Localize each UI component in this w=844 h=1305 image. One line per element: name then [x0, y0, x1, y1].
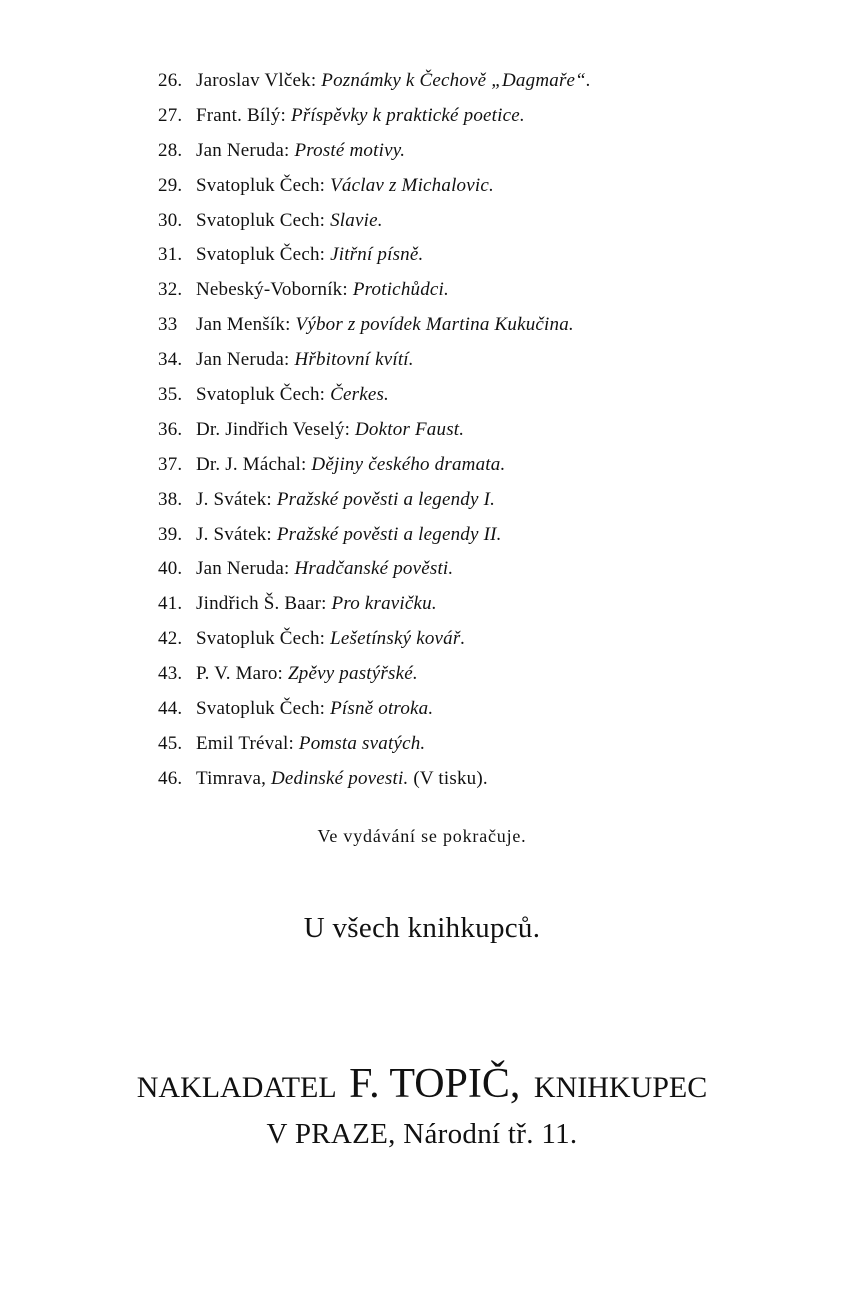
- list-item: [158, 343, 798, 378]
- entry-author: Dr. Jindřich Veselý:: [196, 418, 351, 440]
- list-item: [158, 762, 798, 797]
- entry-number: 28.: [158, 139, 183, 161]
- entry-title: Protichůdci.: [352, 279, 449, 301]
- entry-author: Frant. Bílý:: [196, 104, 287, 126]
- entry-number: 45.: [158, 732, 183, 754]
- list-item: [158, 518, 798, 553]
- entry-author: Svatopluk Čech:: [196, 244, 326, 266]
- entry-number: 26.: [158, 70, 183, 91]
- entry-author: J. Svátek:: [196, 488, 272, 510]
- entry-title: Jitřní písně.: [330, 244, 424, 266]
- publisher-line: [0, 1060, 844, 1108]
- entry-title: Pražské pověsti a legendy I.: [276, 488, 496, 510]
- publisher-address: V PRAZE, Národní tř. 11.: [266, 1118, 578, 1150]
- entry-author: Dr. J. Máchal:: [196, 453, 307, 475]
- entry-author: Jan Neruda:: [196, 558, 290, 580]
- entry-number: 41.: [158, 593, 183, 615]
- list-item: [158, 483, 798, 518]
- sellers-line: U všech knihkupců.: [303, 912, 541, 944]
- list-item: [158, 413, 798, 448]
- list-item: [158, 134, 798, 169]
- entry-author: Svatopluk Čech:: [196, 628, 326, 650]
- list-item: [158, 552, 798, 587]
- list-item: [158, 727, 798, 762]
- entry-title: Dedinské povesti.: [271, 767, 409, 789]
- entry-number: 29.: [158, 174, 183, 196]
- entry-title: Pomsta svatých.: [298, 732, 426, 754]
- list-item: [158, 657, 798, 692]
- entry-author: Svatopluk Čech:: [196, 174, 326, 196]
- entry-author: P. V. Maro:: [196, 663, 284, 685]
- entry-author: Jan Neruda:: [196, 139, 290, 161]
- entry-number: 39.: [158, 523, 183, 545]
- entry-number: 31.: [158, 244, 183, 266]
- list-item: [158, 622, 798, 657]
- list-item: [158, 587, 798, 622]
- publisher-prefix: NAKLADATEL: [136, 1071, 336, 1104]
- entry-title: Pražské pověsti a legendy II.: [276, 523, 502, 545]
- entry-title: Příspěvky k praktické poetice.: [290, 104, 525, 126]
- entry-number: 27.: [158, 104, 183, 126]
- list-item: [158, 378, 798, 413]
- book-list: [158, 64, 798, 797]
- entry-title: Písně otroka.: [330, 698, 434, 720]
- list-item: [158, 169, 798, 204]
- entry-title: Hřbitovní kvítí.: [294, 349, 414, 371]
- list-item: [158, 238, 798, 273]
- list-item: [158, 308, 798, 343]
- entry-title: Hradčanské pověsti.: [294, 558, 454, 580]
- entry-author: Svatopluk Čech:: [196, 698, 326, 720]
- entry-number: 33: [158, 314, 178, 336]
- entry-author: J. Svátek:: [196, 523, 272, 545]
- entry-author: Jindřich Š. Baar:: [196, 593, 327, 615]
- entry-number: 37.: [158, 453, 183, 475]
- entry-author: Jan Neruda:: [196, 349, 290, 371]
- entry-number: 44.: [158, 698, 183, 720]
- entry-number: 42.: [158, 628, 183, 650]
- entry-author: Svatopluk Cech:: [196, 209, 326, 231]
- entry-title: Výbor z povídek Martina Kukučina.: [295, 314, 574, 336]
- entry-author: Jaroslav Vlček:: [196, 70, 317, 91]
- publisher-name: F. TOPIČ,: [349, 1061, 521, 1107]
- entry-number: 34.: [158, 349, 183, 371]
- entry-number: 35.: [158, 384, 183, 406]
- entry-number: 40.: [158, 558, 183, 580]
- list-item: [158, 692, 798, 727]
- entry-number: 46.: [158, 767, 183, 789]
- entry-number: 36.: [158, 418, 183, 440]
- entry-title: Lešetínský kovář.: [330, 628, 466, 650]
- entry-author: Nebeský-Voborník:: [196, 279, 348, 301]
- entry-title: Doktor Faust.: [355, 418, 465, 440]
- entry-title: Poznámky k Čechově „Dagmaře“.: [321, 70, 591, 91]
- entry-title: Dějiny českého dramata.: [311, 453, 506, 475]
- entry-number: 38.: [158, 488, 183, 510]
- list-item: [158, 204, 798, 239]
- entry-title: Pro kravičku.: [331, 593, 437, 615]
- entry-number: 32.: [158, 279, 183, 301]
- continuation-note: Ve vydávání se pokračuje.: [317, 826, 527, 846]
- entry-title: Prosté motivy.: [294, 139, 406, 161]
- entry-author: Svatopluk Čech:: [196, 384, 326, 406]
- entry-author: Emil Tréval:: [196, 732, 294, 754]
- entry-title: Václav z Michalovic.: [330, 174, 494, 196]
- entry-author: Jan Menšík:: [196, 314, 291, 336]
- list-item: [158, 64, 798, 99]
- list-item: [158, 273, 798, 308]
- entry-title: Zpěvy pastýřské.: [287, 663, 418, 685]
- list-item: [158, 99, 798, 134]
- publisher-suffix: KNIHKUPEC: [533, 1071, 708, 1104]
- list-item: [158, 448, 798, 483]
- entry-title: Čerkes.: [330, 384, 390, 406]
- entry-number: 43.: [158, 663, 183, 685]
- entry-number: 30.: [158, 209, 183, 231]
- entry-author: Timrava,: [196, 767, 267, 789]
- entry-status: (V tisku).: [413, 767, 488, 789]
- entry-title: Slavie.: [330, 209, 383, 231]
